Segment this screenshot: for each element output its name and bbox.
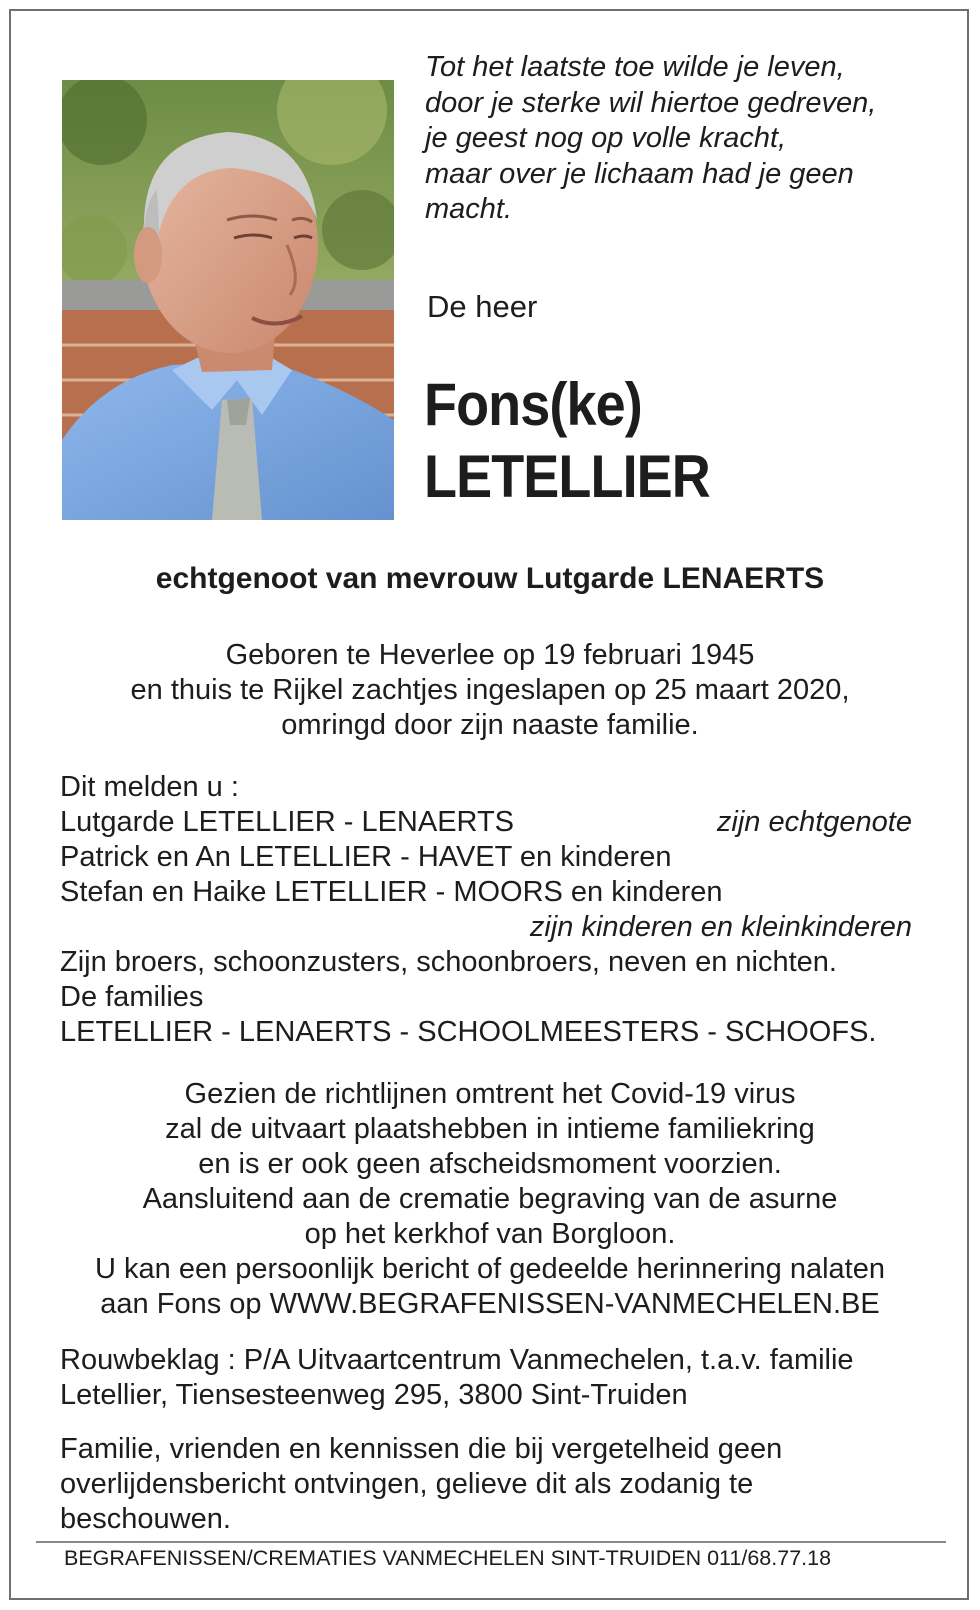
poem-line: macht. bbox=[425, 193, 513, 225]
announce-line: Zijn broers, schoonzusters, schoonbroers, neven en nichten. bbox=[60, 946, 837, 978]
covid-notice bbox=[0, 1077, 980, 1322]
closing-line: overlijdensbericht ontvingen, gelieve dit als zodanig te bbox=[60, 1468, 754, 1500]
announce-line: LETELLIER - LENAERTS - SCHOOLMEESTERS - SCHOOFS. bbox=[60, 1016, 877, 1048]
birth-death-block bbox=[0, 638, 980, 743]
birth-line: omringd door zijn naaste familie. bbox=[281, 709, 699, 741]
condolence-line: Rouwbeklag : P/A Uitvaartcentrum Vanmechelen, t.a.v. familie bbox=[60, 1344, 854, 1376]
covid-line: op het kerkhof van Borgloon. bbox=[304, 1218, 676, 1250]
condolence-line: Letellier, Tiensesteenweg 295, 3800 Sint-Truiden bbox=[60, 1379, 688, 1411]
covid-line: zal de uitvaart plaatshebben in intieme familiekring bbox=[165, 1113, 815, 1145]
funeral-home-footer: BEGRAFENISSEN/CREMATIES VANMECHELEN SINT-TRUIDEN 011/68.77.18 bbox=[64, 1546, 832, 1570]
condolence-address bbox=[60, 1343, 920, 1413]
honorific: De heer bbox=[427, 289, 538, 324]
announce-line: Patrick en An LETELLIER - HAVET en kinderen bbox=[60, 841, 672, 873]
announce-role: zijn echtgenote bbox=[716, 806, 912, 838]
announce-role: zijn kinderen en kleinkinderen bbox=[529, 911, 912, 943]
poem-line: Tot het laatste toe wilde je leven, bbox=[425, 51, 845, 83]
poem bbox=[425, 50, 876, 228]
first-name: Fons(ke) bbox=[424, 371, 642, 438]
closing-note bbox=[60, 1432, 920, 1537]
portrait-photo bbox=[62, 80, 394, 520]
covid-line: en is er ook geen afscheidsmoment voorzien. bbox=[198, 1148, 782, 1180]
covid-line: U kan een persoonlijk bericht of gedeelde herinnering nalaten bbox=[95, 1253, 885, 1285]
closing-line: Familie, vrienden en kennissen die bij vergetelheid geen bbox=[60, 1433, 783, 1465]
poem-line: maar over je lichaam had je geen bbox=[425, 157, 854, 190]
birth-line: en thuis te Rijkel zachtjes ingeslapen op 25 maart 2020, bbox=[130, 674, 850, 706]
deceased-name bbox=[424, 369, 710, 513]
last-name: LETELLIER bbox=[424, 443, 710, 510]
announce-line: De families bbox=[60, 981, 204, 1013]
footer-divider bbox=[36, 1541, 946, 1543]
announce-line: Stefan en Haike LETELLIER - MOORS en kinderen bbox=[60, 876, 723, 908]
poem-line: je geest nog op volle kracht, bbox=[425, 122, 787, 154]
announce-intro: Dit melden u : bbox=[60, 771, 239, 803]
announce-line: Lutgarde LETELLIER - LENAERTS bbox=[60, 806, 515, 838]
poem-line: door je sterke wil hiertoe gedreven, bbox=[425, 86, 877, 119]
covid-line: Aansluitend aan de crematie begraving van de asurne bbox=[142, 1183, 838, 1215]
announcement-block bbox=[60, 770, 912, 1050]
covid-line: aan Fons op WWW.BEGRAFENISSEN-VANMECHELEN.BE bbox=[100, 1288, 880, 1320]
closing-line: beschouwen. bbox=[60, 1503, 231, 1535]
covid-line: Gezien de richtlijnen omtrent het Covid-19 virus bbox=[184, 1078, 796, 1110]
birth-line: Geboren te Heverlee op 19 februari 1945 bbox=[225, 639, 755, 671]
spouse-line: echtgenoot van mevrouw Lutgarde LENAERTS bbox=[155, 562, 825, 595]
